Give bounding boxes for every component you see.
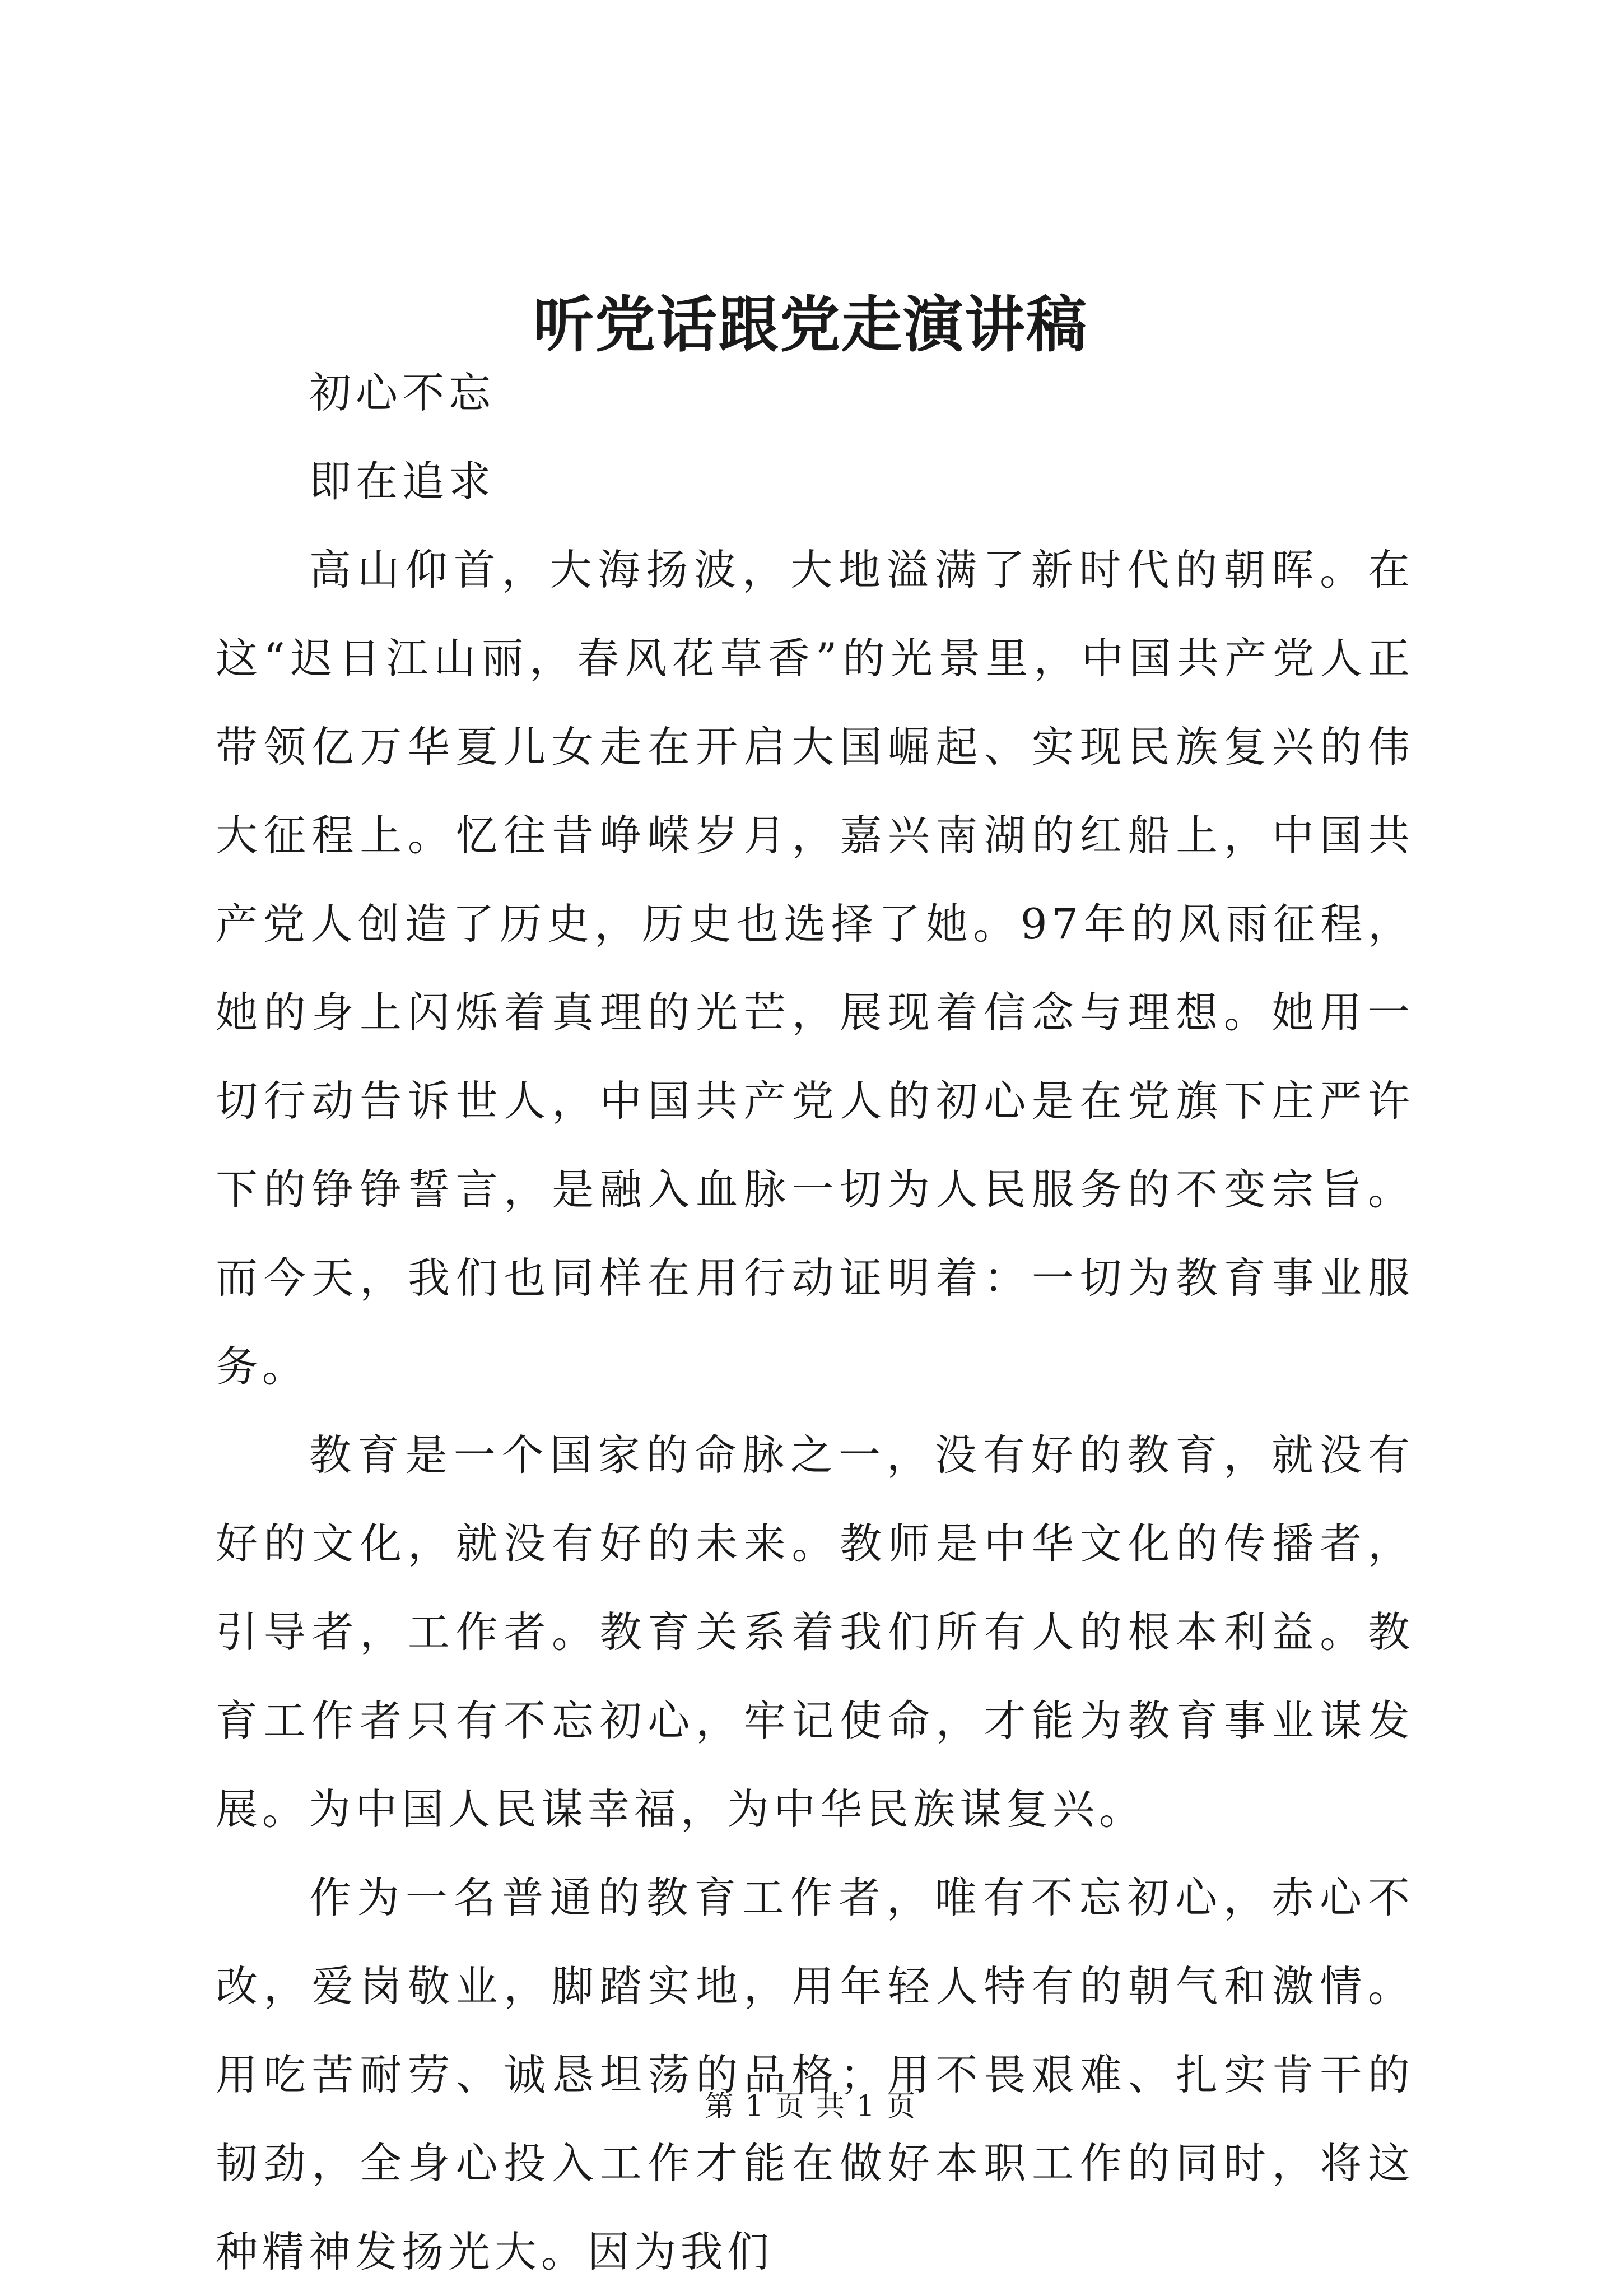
page-number-footer: 第 1 页 共 1 页	[704, 2090, 917, 2123]
paragraph-1: 初心不忘	[309, 368, 496, 417]
document-title: 听党话跟党走演讲稿	[533, 290, 1088, 360]
paragraph-2: 即在追求	[309, 457, 496, 506]
paragraph-4: 教育是一个国家的命脉之一，没有好的教育，就没有好的文化，就没有好的未来。教师是中华文化的传播者，引导者，工作者。教育关系着我们所有人的根本利益。教育工作者只有不忘初心，牢记使命，才能为教育事业谋发展。为中国人民谋幸福，为中华民族谋复兴。	[216, 1430, 1414, 1834]
paragraph-5: 作为一名普通的教育工作者，唯有不忘初心，赤心不改，爱岗敬业，脚踏实地，用年轻人特有的朝气和激情。用吃苦耐劳、诚恳坦荡的品格；用不畏艰难、扎实肯干的韧劲，全身心投入工作才能在做好本职工作的同时，将这种精神发扬光大。因为我们	[216, 1873, 1414, 2276]
document-body	[216, 348, 1414, 2296]
paragraph-3: 高山仰首，大海扬波，大地溢满了新时代的朝晖。在这“迟日江山丽，春风花草香”的光景里，中国共产党人正带领亿万华夏儿女走在开启大国崛起、实现民族复兴的伟大征程上。忆往昔峥嵘岁月，嘉兴南湖的红船上，中国共产党人创造了历史，历史也选择了她。97年的风雨征程，她的身上闪烁着真理的光芒，展现着信念与理想。她用一切行动告诉世人，中国共产党人的初心是在党旗下庄严许下的铮铮誓言，是融入血脉一切为人民服务的不变宗旨。而今天，我们也同样在用行动证明着：一切为教育事业服务。	[216, 545, 1414, 1391]
